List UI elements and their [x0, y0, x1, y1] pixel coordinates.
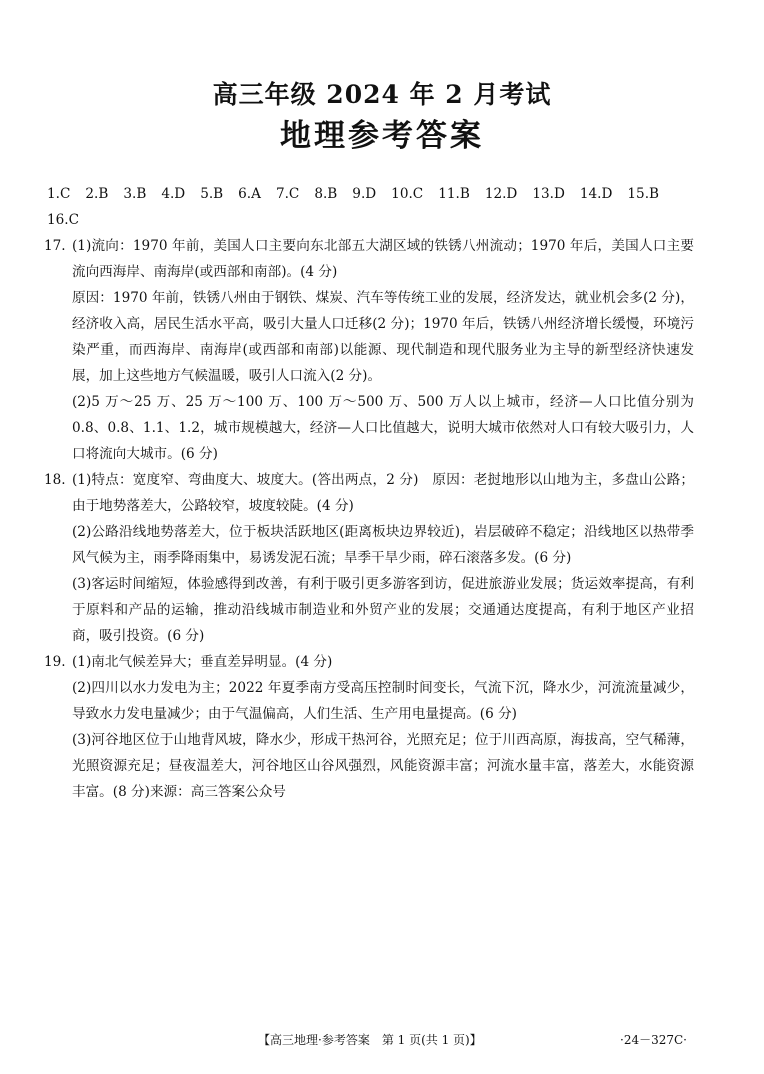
answer-paragraph: (1)流向：1970 年前，美国人口主要向东北部五大湖区域的铁锈八州流动；1970 年后，美国人口主要流向西海岸、南海岸(或西部和南部)。(4 分) [72, 238, 694, 280]
mc-answer: 6.A [238, 186, 261, 202]
answer-content [44, 181, 694, 805]
answer-paragraph: (2)四川以水力发电为主；2022 年夏季南方受高压控制时间变长，气流下沉，降水少，河流流量减少，导致水力发电量减少；由于气温偏高，人们生活、生产用电量提高。(6 分) [72, 680, 694, 722]
page-subtitle: 地理参考答案 [280, 118, 484, 154]
answer-paragraph: (2)5 万～25 万、25 万～100 万、100 万～500 万、500 万人以上城市，经济—人口比值分别为 0.8、0.8、1.1、1.2，城市规模越大，经济—人口比值越大，说明大城市依然对人口有较大吸引力，人口将流向大城市。(6 分) [72, 394, 694, 462]
mc-answer: 8.B [314, 186, 338, 202]
answer-paragraph: (1)特点：宽度窄、弯曲度大、坡度大。(答出两点，2 分) 原因：老挝地形以山地为主，多盘山公路；由于地势落差大，公路较窄，坡度较陡。(4 分) [72, 472, 694, 514]
mc-answer: 12.D [484, 186, 518, 202]
question-answer [72, 233, 694, 467]
answer-paragraph: (3)客运时间缩短，体验感得到改善，有利于吸引更多游客到访，促进旅游业发展；货运效率提高，有利于原料和产品的运输，推动沿线城市制造业和外贸产业的发展；交通通达度提高，有利于地区产业招商，吸引投资。(6 分) [72, 576, 694, 644]
answer-paragraph: (2)公路沿线地势落差大，位于板块活跃地区(距离板块边界较近)，岩层破碎不稳定；沿线地区以热带季风气候为主，雨季降雨集中，易诱发泥石流；旱季干旱少雨，碎石滚落多发。(6 分) [72, 524, 694, 566]
question-17 [44, 233, 694, 467]
mc-answer: 16.C [47, 212, 80, 228]
question-18 [44, 467, 694, 649]
question-answer [72, 649, 694, 805]
question-number: 18. [44, 472, 66, 488]
multiple-choice-answers [44, 181, 694, 233]
answer-paragraph: (1)南北气候差异大；垂直差异明显。(4 分) [72, 654, 333, 670]
mc-answer: 3.B [123, 186, 147, 202]
footer-page-label: 【高三地理·参考答案 第 1 页(共 1 页)】 [258, 1033, 482, 1047]
mc-answer: 14.D [579, 186, 613, 202]
question-answer [72, 467, 694, 649]
mc-answer: 9.D [352, 186, 377, 202]
question-number: 17. [44, 238, 66, 254]
mc-answer: 11.B [438, 186, 470, 202]
mc-answer: 13.D [532, 186, 565, 202]
answer-text: (3)河谷地区位于山地背风坡，降水少，形成干热河谷，光照充足；位于川西高原，海拔高，空气稀薄，光照资源充足；昼夜温差大，河谷地区山谷风强烈，风能资源丰富；河流水量丰富，落差大，水能资源丰富。(8 分) [72, 732, 694, 800]
mc-answer: 15.B [627, 186, 660, 202]
mc-answer: 1.C [47, 186, 71, 202]
mc-answer: 10.C [391, 186, 424, 202]
mc-answer: 5.B [200, 186, 224, 202]
answer-paragraph: 原因：1970 年前，铁锈八州由于钢铁、煤炭、汽车等传统工业的发展，经济发达，就业机会多(2 分)，经济收入高，居民生活水平高，吸引大量人口迁移(2 分)；1970 年后，铁锈八州经济增长缓慢，环境污染严重，而西海岸、南海岸(或西部和南部)以能源、现代制造和现代服务业为主导的新型经济快速发展，加上这些地方气候温暖，吸引人口流入(2 分)。 [72, 290, 694, 384]
question-19 [44, 649, 694, 805]
mc-answer: 7.C [275, 186, 300, 202]
mc-answer: 2.B [85, 186, 109, 202]
answer-paragraph [72, 727, 694, 805]
footer-code: ·24－327C· [620, 1033, 687, 1047]
mc-answer: 4.D [161, 186, 186, 202]
source-note: 来源：高三答案公众号 [149, 784, 286, 800]
page-title: 高三年级 2024 年 2 月考试 [212, 80, 552, 109]
question-number: 19. [44, 654, 66, 670]
